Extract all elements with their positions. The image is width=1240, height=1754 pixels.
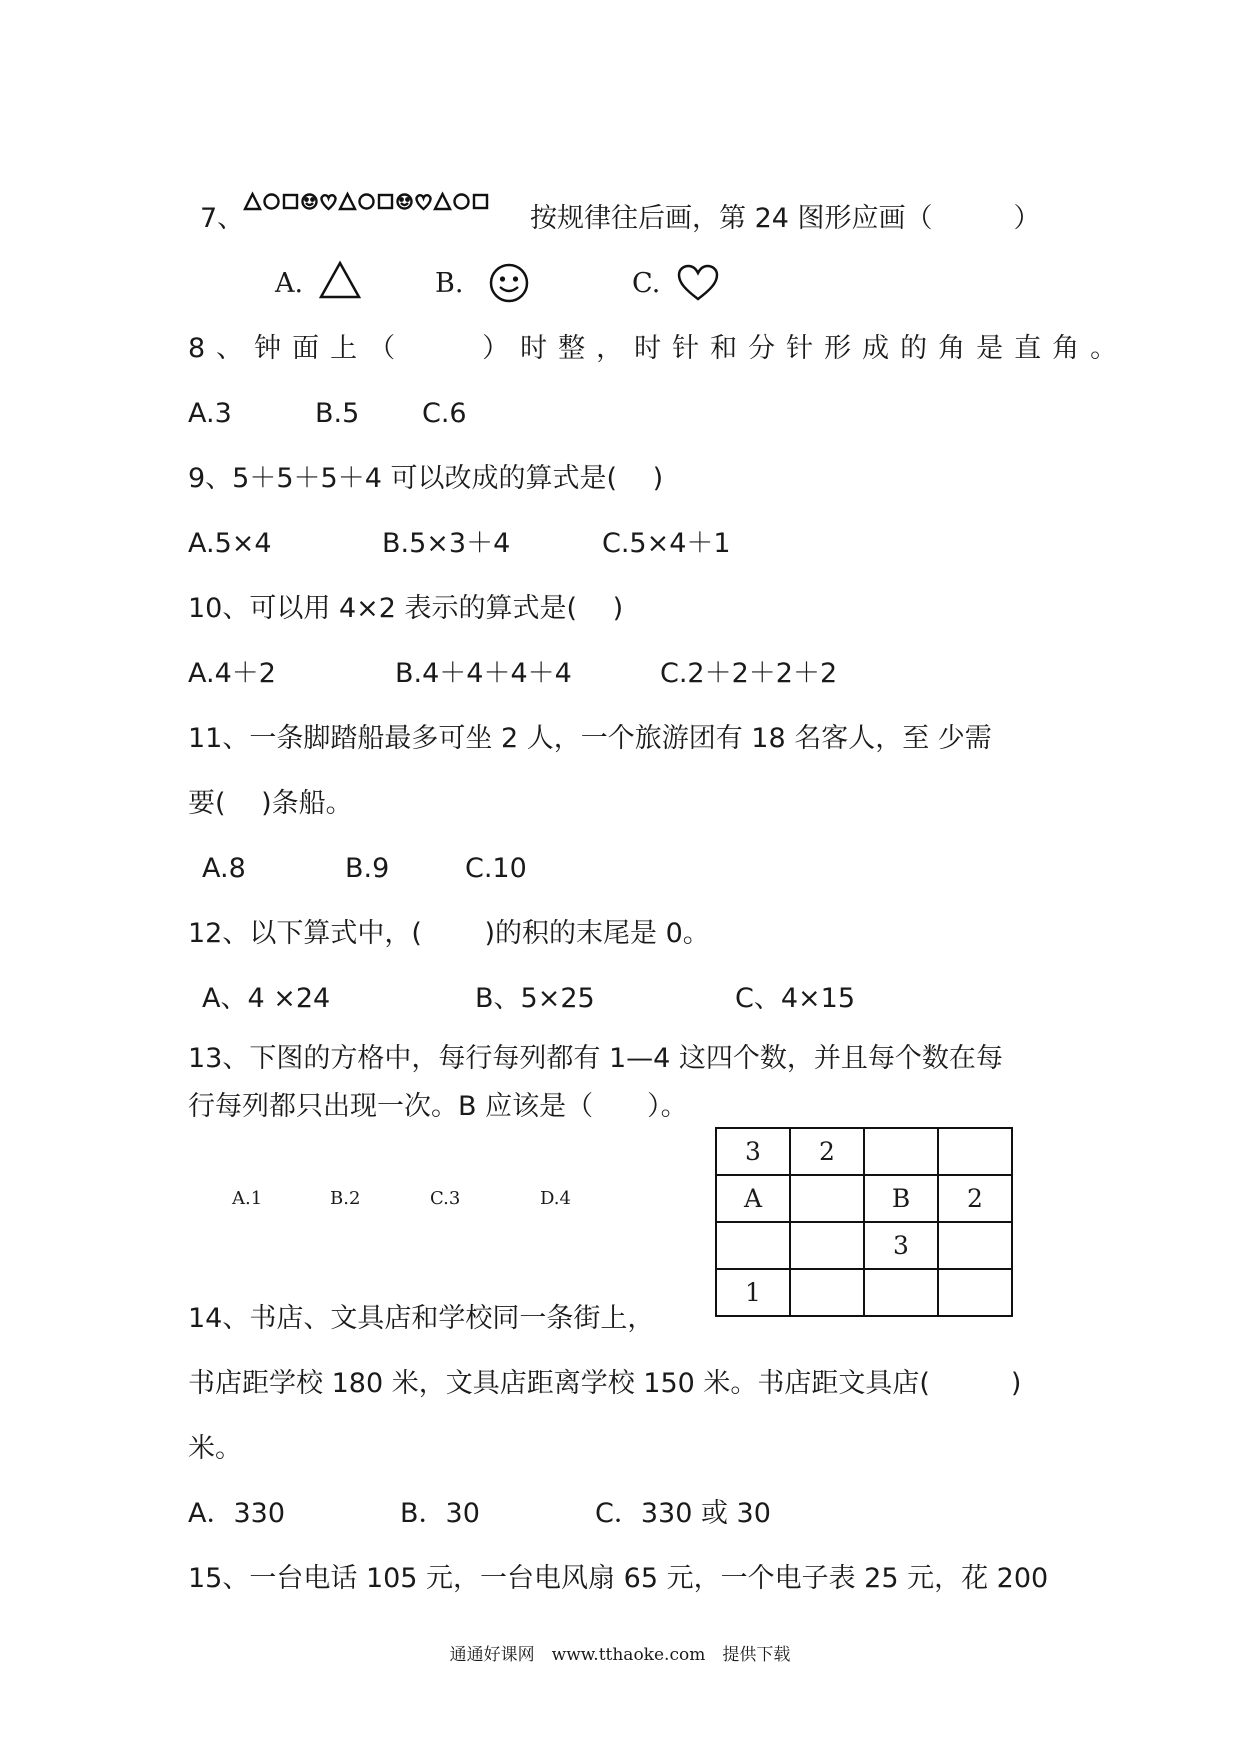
q13-option-d: D.4 — [540, 1188, 571, 1209]
pattern-triangle-icon — [435, 194, 450, 209]
pattern-square-icon — [474, 195, 487, 208]
pattern-circle-icon — [360, 195, 374, 209]
q9-option-b: B.5×3＋4 — [382, 528, 511, 559]
q10-text: 10、可以用 4×2 表示的算式是( ) — [188, 593, 624, 624]
q14-line1: 14、书店、文具店和学校同一条街上， — [188, 1303, 655, 1334]
q13-option-b: B.2 — [330, 1188, 361, 1209]
q11-option-c: C.10 — [465, 853, 527, 884]
grid-cell — [938, 1128, 1012, 1175]
grid-cell: 3 — [864, 1222, 938, 1269]
q7-text: 按规律往后画，第 24 图形应画（ ） — [530, 203, 1041, 234]
q12-option-b: B、5×25 — [475, 983, 595, 1014]
q12-text: 12、以下算式中，( )的积的末尾是 0。 — [188, 918, 710, 949]
q8-option-a: A.3 — [188, 398, 232, 429]
q7-option-a-label: A. — [275, 268, 304, 299]
grid-row — [716, 1269, 1012, 1316]
smiley-icon — [488, 262, 530, 304]
grid-cell: 3 — [716, 1128, 790, 1175]
triangle-icon — [318, 260, 362, 300]
grid-cell — [864, 1269, 938, 1316]
pattern-triangle-icon — [245, 194, 260, 209]
pattern-circle-icon — [455, 195, 469, 209]
q12-option-a: A、4 ×24 — [202, 983, 331, 1014]
q7-option-c-label: C. — [632, 268, 661, 299]
q14-option-a: A．330 — [188, 1498, 286, 1529]
q14-line3: 米。 — [188, 1433, 242, 1464]
grid-cell: 2 — [790, 1128, 864, 1175]
q9-option-c: C.5×4＋1 — [602, 528, 731, 559]
grid-cell — [716, 1222, 790, 1269]
q9-option-a: A.5×4 — [188, 528, 272, 559]
q11-option-a: A.8 — [202, 853, 246, 884]
pattern-heart-icon — [417, 195, 431, 209]
q7-option-b-label: B. — [435, 268, 464, 299]
q13-number-grid — [715, 1127, 1013, 1317]
q8-option-b: B.5 — [315, 398, 360, 429]
grid-cell: 2 — [938, 1175, 1012, 1222]
q10-option-a: A.4＋2 — [188, 658, 276, 689]
q13-option-a: A.1 — [232, 1188, 263, 1209]
grid-row — [716, 1128, 1012, 1175]
grid-cell — [790, 1269, 864, 1316]
q10-option-c: C.2＋2＋2＋2 — [660, 658, 838, 689]
q7-number: 7、 — [200, 203, 245, 234]
q13-line2: 行每列都只出现一次。B 应该是（ ）。 — [188, 1091, 688, 1122]
q15-text: 15、一台电话 105 元，一台电风扇 65 元，一个电子表 25 元，花 200 — [188, 1563, 1049, 1594]
pattern-heart-icon — [322, 195, 336, 209]
pattern-smiley-icon — [398, 195, 412, 209]
q11-option-b: B.9 — [345, 853, 390, 884]
grid-cell: 1 — [716, 1269, 790, 1316]
q14-option-b: B．30 — [400, 1498, 480, 1529]
grid-cell: B — [864, 1175, 938, 1222]
q11-line1: 11、一条脚踏船最多可坐 2 人，一个旅游团有 18 名客人，至 少需 — [188, 723, 992, 754]
pattern-smiley-icon — [303, 195, 317, 209]
grid-row — [716, 1222, 1012, 1269]
heart-icon — [676, 263, 720, 303]
q14-option-c: C．330 或 30 — [595, 1498, 771, 1529]
q10-option-b: B.4＋4＋4＋4 — [395, 658, 572, 689]
q14-line2: 书店距学校 180 米，文具店距离学校 150 米。书店距文具店( ) — [188, 1368, 1022, 1399]
grid-cell — [790, 1222, 864, 1269]
q8-option-c: C.6 — [422, 398, 467, 429]
grid-cell — [790, 1175, 864, 1222]
pattern-square-icon — [284, 195, 297, 208]
q11-line2: 要( )条船。 — [188, 788, 353, 819]
q12-option-c: C、4×15 — [735, 983, 856, 1014]
grid-cell — [938, 1222, 1012, 1269]
q7-pattern — [245, 192, 495, 212]
q13-line1: 13、下图的方格中，每行每列都有 1—4 这四个数，并且每个数在每 — [188, 1043, 1003, 1074]
q8-text: 8、钟面上（ ）时整，时针和分针形成的角是直角。 — [188, 333, 1129, 364]
page-footer: 通通好课网 www.tthaoke.com 提供下载 — [449, 1645, 791, 1665]
grid-cell: A — [716, 1175, 790, 1222]
pattern-triangle-icon — [340, 194, 355, 209]
grid-cell — [864, 1128, 938, 1175]
grid-cell — [938, 1269, 1012, 1316]
grid-row — [716, 1175, 1012, 1222]
pattern-square-icon — [379, 195, 392, 208]
triangle-shape — [321, 263, 359, 297]
q13-option-c: C.3 — [430, 1188, 461, 1209]
pattern-circle-icon — [265, 195, 279, 209]
q9-text: 9、5＋5＋5＋4 可以改成的算式是( ) — [188, 463, 664, 494]
